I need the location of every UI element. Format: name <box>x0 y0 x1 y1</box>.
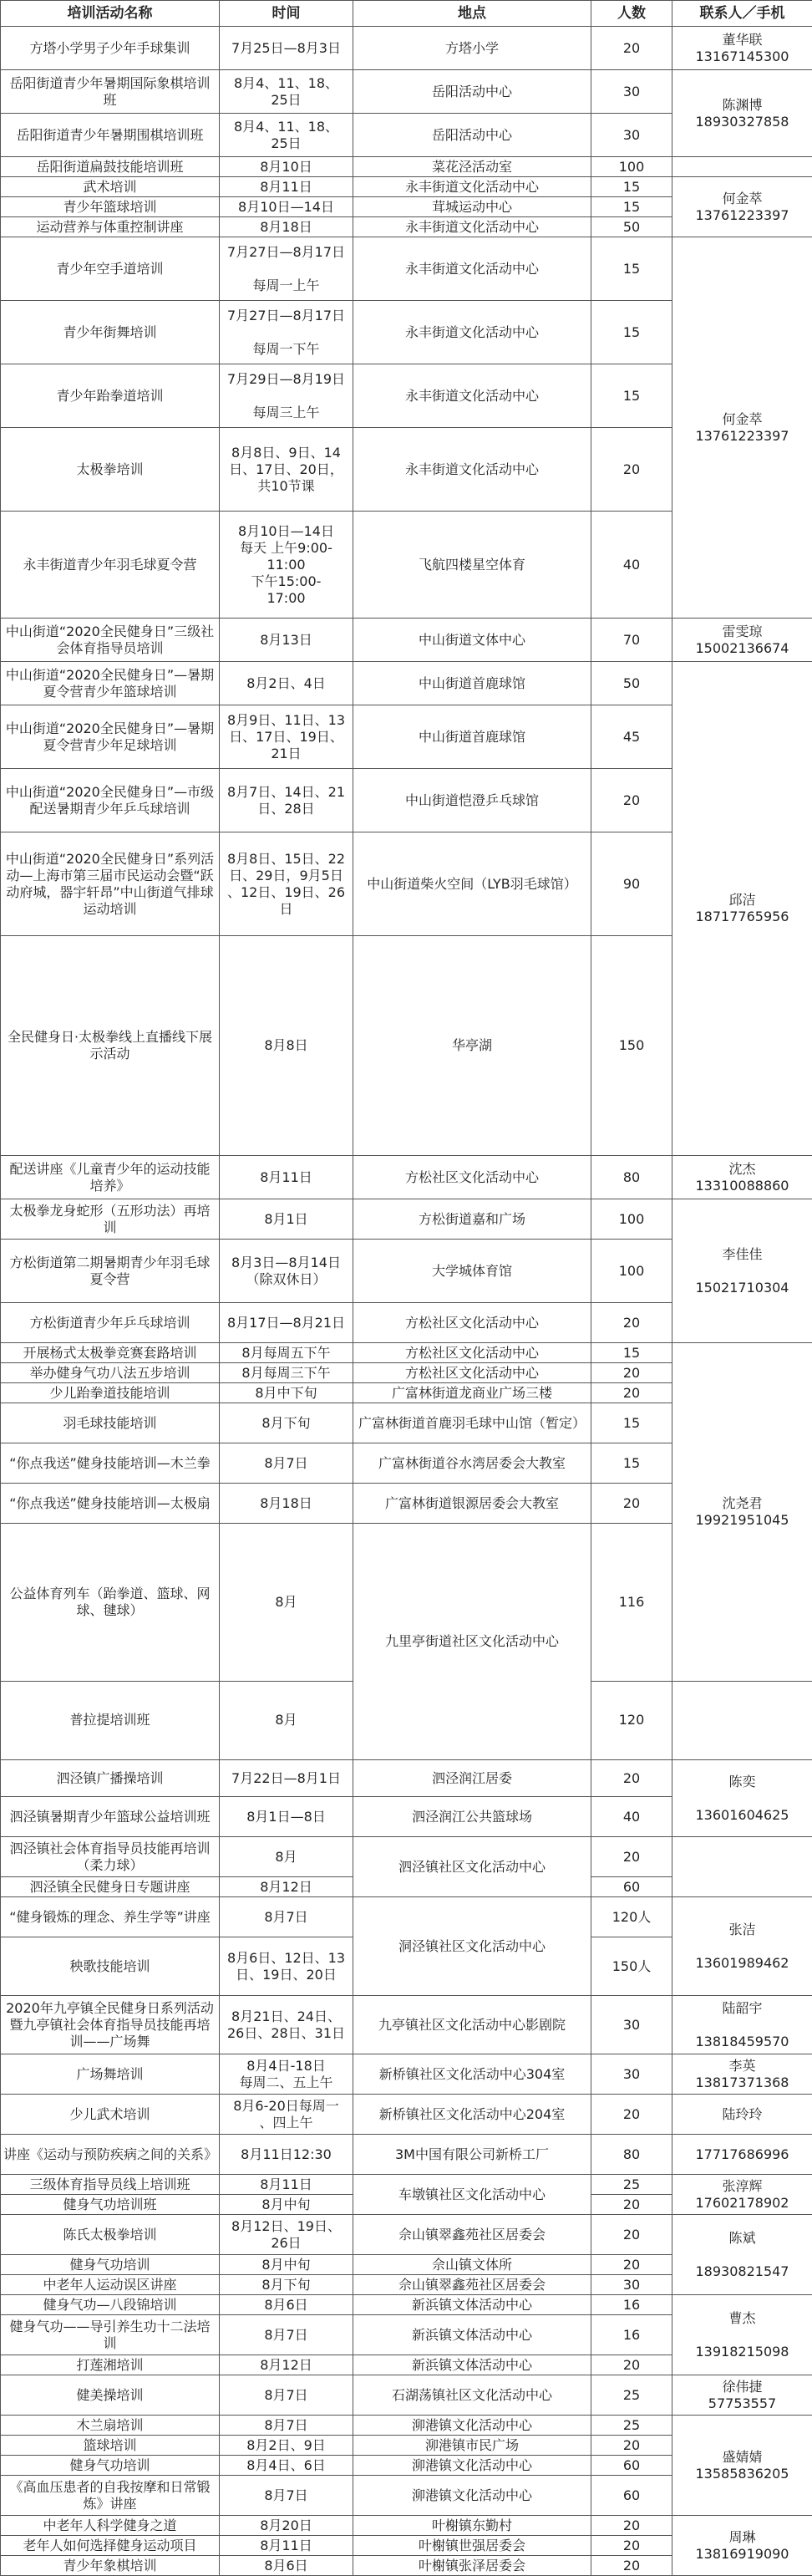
location-cell: 泖港镇文化活动中心 <box>353 2476 591 2516</box>
activity-cell: 泗泾镇广播操培训 <box>1 1760 220 1797</box>
time-cell: 8月11日 <box>220 2175 353 2195</box>
activity-cell: 中山街道“2020全民健身日”—市级配送暑期青少年乒乓球培训 <box>1 769 220 832</box>
location-cell: 永丰街道文化活动中心 <box>353 428 591 512</box>
time-cell: 8月7日、14日、21 日、28日 <box>220 769 353 832</box>
time-cell: 8月11日 <box>220 2536 353 2556</box>
time-cell: 8月中旬 <box>220 2255 353 2275</box>
location-cell: 车墩镇社区文化活动中心 <box>353 2175 591 2215</box>
count-cell: 25 <box>591 2375 672 2416</box>
time-cell: 8月每周五下午 <box>220 1343 353 1363</box>
table-row <box>1 1199 812 1240</box>
time-cell: 8月6日、12日、13 日、19日、20日 <box>220 1937 353 1996</box>
time-cell: 8月20日 <box>220 2516 353 2536</box>
location-cell: 方松社区文化活动中心 <box>353 1156 591 1199</box>
count-cell: 120 <box>591 1681 672 1759</box>
activity-cell: 方松街道第二期暑期青少年羽毛球夏令营 <box>1 1240 220 1303</box>
location-cell: 新浜镇文体活动中心 <box>353 2315 591 2355</box>
time-cell: 8月12日、19日、 26日 <box>220 2215 353 2255</box>
activity-cell: 秧歌技能培训 <box>1 1937 220 1996</box>
count-cell: 15 <box>591 1443 672 1484</box>
count-cell: 20 <box>591 2255 672 2275</box>
count-cell: 60 <box>591 2476 672 2516</box>
count-cell: 25 <box>591 2175 672 2195</box>
activity-cell: 打莲湘培训 <box>1 2355 220 2375</box>
activity-cell: 泗泾镇暑期青少年篮球公益培训班 <box>1 1797 220 1837</box>
location-cell: 方松社区文化活动中心 <box>353 1303 591 1343</box>
time-cell: 8月1日 <box>220 1199 353 1240</box>
time-cell: 8月4、11、18、 25日 <box>220 70 353 114</box>
count-cell: 30 <box>591 114 672 157</box>
location-cell: 九亭镇社区文化活动中心影剧院 <box>353 1996 591 2054</box>
location-cell: 洞泾镇社区文化活动中心 <box>353 1897 591 1996</box>
time-cell: 8月4日、6日 <box>220 2456 353 2476</box>
activity-cell: 《高血压患者的自我按摩和日常锻炼》讲座 <box>1 2476 220 2516</box>
location-cell: 广富林街道首鹿羽毛球中山馆（暂定） <box>353 1403 591 1443</box>
activity-cell: 全民健身日·太极拳线上直播线下展示活动 <box>1 936 220 1156</box>
location-cell: 泗泾润江公共篮球场 <box>353 1797 591 1837</box>
count-cell: 120人 <box>591 1897 672 1937</box>
table-row <box>1 2516 812 2536</box>
activity-cell: 泗泾镇社会体育指导员技能再培训（柔力球） <box>1 1837 220 1877</box>
activity-cell: 开展杨式太极拳竞赛套路培训 <box>1 1343 220 1363</box>
header-time: 时间 <box>220 1 353 27</box>
contact-cell: 邱洁 18717765956 <box>672 662 812 1156</box>
activity-cell: 武术培训 <box>1 177 220 197</box>
location-cell: 大学城体育馆 <box>353 1240 591 1303</box>
count-cell: 20 <box>591 1760 672 1797</box>
time-cell: 8月6日 <box>220 2295 353 2315</box>
contact-cell <box>672 157 812 177</box>
count-cell: 116 <box>591 1524 672 1682</box>
location-cell: 方松街道嘉和广场 <box>353 1199 591 1240</box>
table-row <box>1 2295 812 2315</box>
count-cell: 20 <box>591 1484 672 1524</box>
location-cell: 中山街道文体中心 <box>353 619 591 662</box>
count-cell: 100 <box>591 1240 672 1303</box>
location-cell: 永丰街道文化活动中心 <box>353 217 591 237</box>
time-cell: 8月4日-18日 每周二、五上午 <box>220 2054 353 2095</box>
count-cell: 30 <box>591 2275 672 2295</box>
header-contact: 联系人／手机 <box>672 1 812 27</box>
activity-cell: 普拉提培训班 <box>1 1681 220 1759</box>
count-cell: 15 <box>591 301 672 364</box>
time-cell: 8月2日、4日 <box>220 662 353 705</box>
time-cell: 8月11日 <box>220 1156 353 1199</box>
count-cell: 15 <box>591 197 672 217</box>
table-row <box>1 177 812 197</box>
time-cell: 8月7日 <box>220 2315 353 2355</box>
count-cell: 45 <box>591 705 672 769</box>
activity-cell: 三级体育指导员线上培训班 <box>1 2175 220 2195</box>
location-cell: 泖港镇文化活动中心 <box>353 2416 591 2436</box>
activity-cell: 太极拳培训 <box>1 428 220 512</box>
location-cell: 永丰街道文化活动中心 <box>353 301 591 364</box>
table-row <box>1 2215 812 2255</box>
count-cell: 80 <box>591 1156 672 1199</box>
count-cell: 15 <box>591 1343 672 1363</box>
table-row <box>1 1760 812 1797</box>
table-row <box>1 2095 812 2135</box>
time-cell: 8月11日12:30 <box>220 2135 353 2175</box>
activity-cell: 青少年跆拳道培训 <box>1 364 220 428</box>
count-cell: 16 <box>591 2315 672 2355</box>
time-cell: 7月29日—8月19日 每周三上午 <box>220 364 353 428</box>
activity-cell: “你点我送”健身技能培训—木兰拳 <box>1 1443 220 1484</box>
activity-cell: 2020年九亭镇全民健身日系列活动暨九亭镇社会体育指导员技能再培训——广场舞 <box>1 1996 220 2054</box>
activity-cell: 中山街道“2020全民健身日”—暑期夏令营青少年足球培训 <box>1 705 220 769</box>
count-cell: 20 <box>591 2536 672 2556</box>
header-activity: 培训活动名称 <box>1 1 220 27</box>
activity-cell: 讲座《运动与预防疾病之间的关系》 <box>1 2135 220 2175</box>
time-cell: 8月8日 <box>220 936 353 1156</box>
activity-cell: 岳阳街道青少年暑期围棋培训班 <box>1 114 220 157</box>
contact-cell: 陈斌 18930821547 <box>672 2215 812 2295</box>
location-cell: 中山街道首鹿球馆 <box>353 662 591 705</box>
activity-cell: “你点我送”健身技能培训—太极扇 <box>1 1484 220 1524</box>
activity-cell: 少儿跆拳道技能培训 <box>1 1383 220 1403</box>
count-cell: 30 <box>591 1996 672 2054</box>
count-cell: 16 <box>591 2295 672 2315</box>
location-cell: 方塔小学 <box>353 27 591 70</box>
time-cell: 8月10日—14日 <box>220 197 353 217</box>
table-row <box>1 2175 812 2195</box>
location-cell: 方松社区文化活动中心 <box>353 1343 591 1363</box>
count-cell: 40 <box>591 1797 672 1837</box>
count-cell: 20 <box>591 2516 672 2536</box>
location-cell: 泖港镇市民广场 <box>353 2436 591 2456</box>
count-cell: 70 <box>591 619 672 662</box>
activity-cell: 青少年空手道培训 <box>1 237 220 301</box>
activity-cell: 公益体育列车（跆拳道、篮球、网球、毽球） <box>1 1524 220 1682</box>
contact-cell: 曹杰 13918215098 <box>672 2295 812 2375</box>
contact-cell: 张洁 13601989462 <box>672 1897 812 1996</box>
location-cell: 永丰街道文化活动中心 <box>353 364 591 428</box>
location-cell: 茸城运动中心 <box>353 197 591 217</box>
location-cell: 广富林街道龙商业广场三楼 <box>353 1383 591 1403</box>
contact-cell <box>672 1837 812 1897</box>
time-cell: 8月7日 <box>220 2375 353 2416</box>
activity-cell: 中山街道“2020全民健身日”系列活动—上海市第三届市民运动会暨“跃动府城，器宇轩昂”中山街道气排球运动培训 <box>1 832 220 936</box>
location-cell: 岳阳活动中心 <box>353 114 591 157</box>
table-row <box>1 1156 812 1199</box>
time-cell: 8月21日、24日、 26日、28日、31日 <box>220 1996 353 2054</box>
table-row <box>1 27 812 70</box>
location-cell: 广富林街道银源居委会大教室 <box>353 1484 591 1524</box>
count-cell: 15 <box>591 1403 672 1443</box>
activity-cell: 太极拳龙身蛇形（五形功法）再培训 <box>1 1199 220 1240</box>
time-cell: 8月每周三下午 <box>220 1363 353 1383</box>
activity-cell: 健身气功培训 <box>1 2456 220 2476</box>
table-row <box>1 619 812 662</box>
count-cell: 80 <box>591 2135 672 2175</box>
contact-cell: 陈渊博 18930327858 <box>672 70 812 157</box>
contact-cell: 陈奕 13601604625 <box>672 1760 812 1837</box>
activity-cell: 广场舞培训 <box>1 2054 220 2095</box>
time-cell: 8月9日、11日、13 日、17日、19日、 21日 <box>220 705 353 769</box>
activity-cell: 青少年象棋培训 <box>1 2556 220 2576</box>
location-cell: 新浜镇文体活动中心 <box>353 2355 591 2375</box>
location-cell: 石湖荡镇社区文化活动中心 <box>353 2375 591 2416</box>
table-row <box>1 1897 812 1937</box>
activity-cell: 配送讲座《儿童青少年的运动技能培养》 <box>1 1156 220 1199</box>
table-row <box>1 70 812 114</box>
contact-cell: 徐伟捷 57753557 <box>672 2375 812 2416</box>
location-cell: 泗泾镇社区文化活动中心 <box>353 1837 591 1897</box>
activity-cell: 健身气功—八段锦培训 <box>1 2295 220 2315</box>
activity-cell: 运动营养与体重控制讲座 <box>1 217 220 237</box>
time-cell: 7月27日—8月17日 每周一下午 <box>220 301 353 364</box>
location-cell: 叶榭镇张泽居委会 <box>353 2556 591 2576</box>
time-cell: 8月12日 <box>220 1877 353 1897</box>
time-cell: 8月7日 <box>220 1897 353 1937</box>
time-cell: 8月1日—8日 <box>220 1797 353 1837</box>
location-cell: 佘山镇文体所 <box>353 2255 591 2275</box>
location-cell: 叶榭镇东勤村 <box>353 2516 591 2536</box>
time-cell: 8月2日、9日 <box>220 2436 353 2456</box>
count-cell: 20 <box>591 2195 672 2215</box>
contact-cell: 张淳辉 17602178902 <box>672 2175 812 2215</box>
time-cell: 7月27日—8月17日 每周一上午 <box>220 237 353 301</box>
contact-cell: 陆韶宇 13818459570 <box>672 1996 812 2054</box>
count-cell: 20 <box>591 428 672 512</box>
table-row <box>1 157 812 177</box>
time-cell: 8月4、11、18、 25日 <box>220 114 353 157</box>
location-cell: 泗泾润江居委 <box>353 1760 591 1797</box>
count-cell: 60 <box>591 1877 672 1897</box>
activity-cell: 岳阳街道青少年暑期国际象棋培训班 <box>1 70 220 114</box>
count-cell: 150人 <box>591 1937 672 1996</box>
activity-cell: 方塔小学男子少年手球集训 <box>1 27 220 70</box>
activity-cell: “健身锻炼的理念、养生学等”讲座 <box>1 1897 220 1937</box>
location-cell: 飞航四楼星空体育 <box>353 512 591 619</box>
count-cell: 40 <box>591 512 672 619</box>
location-cell: 3M中国有限公司新桥工厂 <box>353 2135 591 2175</box>
time-cell: 8月下旬 <box>220 2275 353 2295</box>
location-cell: 新浜镇文体活动中心 <box>353 2295 591 2315</box>
count-cell: 15 <box>591 177 672 197</box>
count-cell: 25 <box>591 2416 672 2436</box>
count-cell: 15 <box>591 237 672 301</box>
contact-cell: 周琳 13816919090 <box>672 2516 812 2576</box>
count-cell: 50 <box>591 217 672 237</box>
activity-cell: 中老年人科学健身之道 <box>1 2516 220 2536</box>
time-cell: 8月 <box>220 1837 353 1877</box>
time-cell: 8月13日 <box>220 619 353 662</box>
table-row <box>1 237 812 301</box>
activity-cell: 健身气功——导引养生功十二法培训 <box>1 2315 220 2355</box>
location-cell: 广富林街道谷水湾居委会大教室 <box>353 1443 591 1484</box>
table-row <box>1 2135 812 2175</box>
count-cell: 20 <box>591 2355 672 2375</box>
header-location: 地点 <box>353 1 591 27</box>
time-cell: 8月8日、15日、22 日、29日，9月5日 、12日、19日、26 日 <box>220 832 353 936</box>
count-cell: 20 <box>591 27 672 70</box>
activity-cell: 健身气功培训 <box>1 2255 220 2275</box>
contact-cell: 陆玲玲 <box>672 2095 812 2135</box>
activity-cell: 陈氏太极拳培训 <box>1 2215 220 2255</box>
activity-cell: 老年人如何选择健身运动项目 <box>1 2536 220 2556</box>
time-cell: 8月18日 <box>220 1484 353 1524</box>
count-cell: 20 <box>591 1303 672 1343</box>
count-cell: 30 <box>591 2054 672 2095</box>
count-cell: 100 <box>591 157 672 177</box>
location-cell: 九里亭街道社区文化活动中心 <box>353 1524 591 1760</box>
table-row <box>1 1837 812 1877</box>
activity-cell: 举办健身气功八法五步培训 <box>1 1363 220 1383</box>
contact-cell: 董华联 13167145300 <box>672 27 812 70</box>
time-cell: 8月12日 <box>220 2355 353 2375</box>
location-cell: 新桥镇社区文化活动中心304室 <box>353 2054 591 2095</box>
location-cell: 中山街道恺澄乒乓球馆 <box>353 769 591 832</box>
time-cell: 8月6日 <box>220 2556 353 2576</box>
activity-cell: 青少年篮球培训 <box>1 197 220 217</box>
activity-cell: 方松街道青少年乒乓球培训 <box>1 1303 220 1343</box>
time-cell: 8月 <box>220 1524 353 1682</box>
location-cell: 永丰街道文化活动中心 <box>353 237 591 301</box>
time-cell: 8月7日 <box>220 2476 353 2516</box>
location-cell: 方松社区文化活动中心 <box>353 1363 591 1383</box>
time-cell: 8月18日 <box>220 217 353 237</box>
contact-cell: 沈杰 13310088860 <box>672 1156 812 1199</box>
time-cell: 8月7日 <box>220 2416 353 2436</box>
location-cell: 岳阳活动中心 <box>353 70 591 114</box>
activity-cell: 木兰扇培训 <box>1 2416 220 2436</box>
table-row <box>1 2054 812 2095</box>
activity-cell: 中山街道“2020全民健身日”三级社会体育指导员培训 <box>1 619 220 662</box>
contact-cell: 李英 13817371368 <box>672 2054 812 2095</box>
time-cell: 8月11日 <box>220 177 353 197</box>
count-cell: 20 <box>591 2436 672 2456</box>
time-cell: 8月 <box>220 1681 353 1759</box>
count-cell: 50 <box>591 662 672 705</box>
table-row <box>1 1996 812 2054</box>
schedule-body <box>1 27 812 2576</box>
activity-cell: 少儿武术培训 <box>1 2095 220 2135</box>
location-cell: 佘山镇翠鑫苑社区居委会 <box>353 2215 591 2255</box>
activity-cell: 岳阳街道扁鼓技能培训班 <box>1 157 220 177</box>
contact-cell: 雷雯琼 15002136674 <box>672 619 812 662</box>
contact-cell: 何金萃 13761223397 <box>672 177 812 237</box>
location-cell: 华亭湖 <box>353 936 591 1156</box>
count-cell: 90 <box>591 832 672 936</box>
location-cell: 中山街道首鹿球馆 <box>353 705 591 769</box>
activity-cell: 中老年人运动误区讲座 <box>1 2275 220 2295</box>
activity-cell: 健美操培训 <box>1 2375 220 2416</box>
time-cell: 8月7日 <box>220 1443 353 1484</box>
contact-cell: 沈尧君 19921951045 <box>672 1343 812 1682</box>
count-cell: 30 <box>591 70 672 114</box>
location-cell: 泖港镇文化活动中心 <box>353 2456 591 2476</box>
activity-cell: 篮球培训 <box>1 2436 220 2456</box>
time-cell: 8月17日—8月21日 <box>220 1303 353 1343</box>
header-count: 人数 <box>591 1 672 27</box>
activity-cell: 中山街道“2020全民健身日”—暑期夏令营青少年篮球培训 <box>1 662 220 705</box>
time-cell: 8月3日—8月14日 （除双休日） <box>220 1240 353 1303</box>
table-row <box>1 1343 812 1363</box>
location-cell: 中山街道柴火空间（LYB羽毛球馆） <box>353 832 591 936</box>
header-row <box>1 1 812 27</box>
location-cell: 菜花泾活动室 <box>353 157 591 177</box>
time-cell: 8月下旬 <box>220 1403 353 1443</box>
count-cell: 20 <box>591 1383 672 1403</box>
count-cell: 100 <box>591 1199 672 1240</box>
count-cell: 20 <box>591 1363 672 1383</box>
activity-cell: 羽毛球技能培训 <box>1 1403 220 1443</box>
count-cell: 150 <box>591 936 672 1156</box>
time-cell: 8月中下旬 <box>220 1383 353 1403</box>
count-cell: 20 <box>591 2556 672 2576</box>
time-cell: 7月22日—8月1日 <box>220 1760 353 1797</box>
location-cell: 叶榭镇世强居委会 <box>353 2536 591 2556</box>
time-cell: 8月8日、9日、14 日、17日、20日， 共10节课 <box>220 428 353 512</box>
contact-cell: 李佳佳 15021710304 <box>672 1199 812 1343</box>
count-cell: 20 <box>591 2215 672 2255</box>
count-cell: 60 <box>591 2456 672 2476</box>
count-cell: 20 <box>591 2095 672 2135</box>
count-cell: 20 <box>591 769 672 832</box>
time-cell: 8月10日 <box>220 157 353 177</box>
activity-cell: 健身气功培训班 <box>1 2195 220 2215</box>
table-row <box>1 2416 812 2436</box>
count-cell: 15 <box>591 364 672 428</box>
table-row <box>1 2375 812 2416</box>
count-cell: 20 <box>591 1837 672 1877</box>
activity-cell: 泗泾镇全民健身日专题讲座 <box>1 1877 220 1897</box>
location-cell: 永丰街道文化活动中心 <box>353 177 591 197</box>
time-cell: 7月25日—8月3日 <box>220 27 353 70</box>
time-cell: 8月中旬 <box>220 2195 353 2215</box>
location-cell: 新桥镇社区文化活动中心204室 <box>353 2095 591 2135</box>
contact-cell: 何金萃 13761223397 <box>672 237 812 619</box>
location-cell: 佘山镇翠鑫苑社区居委会 <box>353 2275 591 2295</box>
table-row <box>1 662 812 705</box>
activity-cell: 永丰街道青少年羽毛球夏令营 <box>1 512 220 619</box>
time-cell: 8月6-20日每周一 、四上午 <box>220 2095 353 2135</box>
time-cell: 8月10日—14日 每天 上午9:00- 11:00 下午15:00- 17:00 <box>220 512 353 619</box>
contact-cell: 17717686996 <box>672 2135 812 2175</box>
activity-cell: 青少年街舞培训 <box>1 301 220 364</box>
contact-cell: 盛婧婧 13585836205 <box>672 2416 812 2516</box>
